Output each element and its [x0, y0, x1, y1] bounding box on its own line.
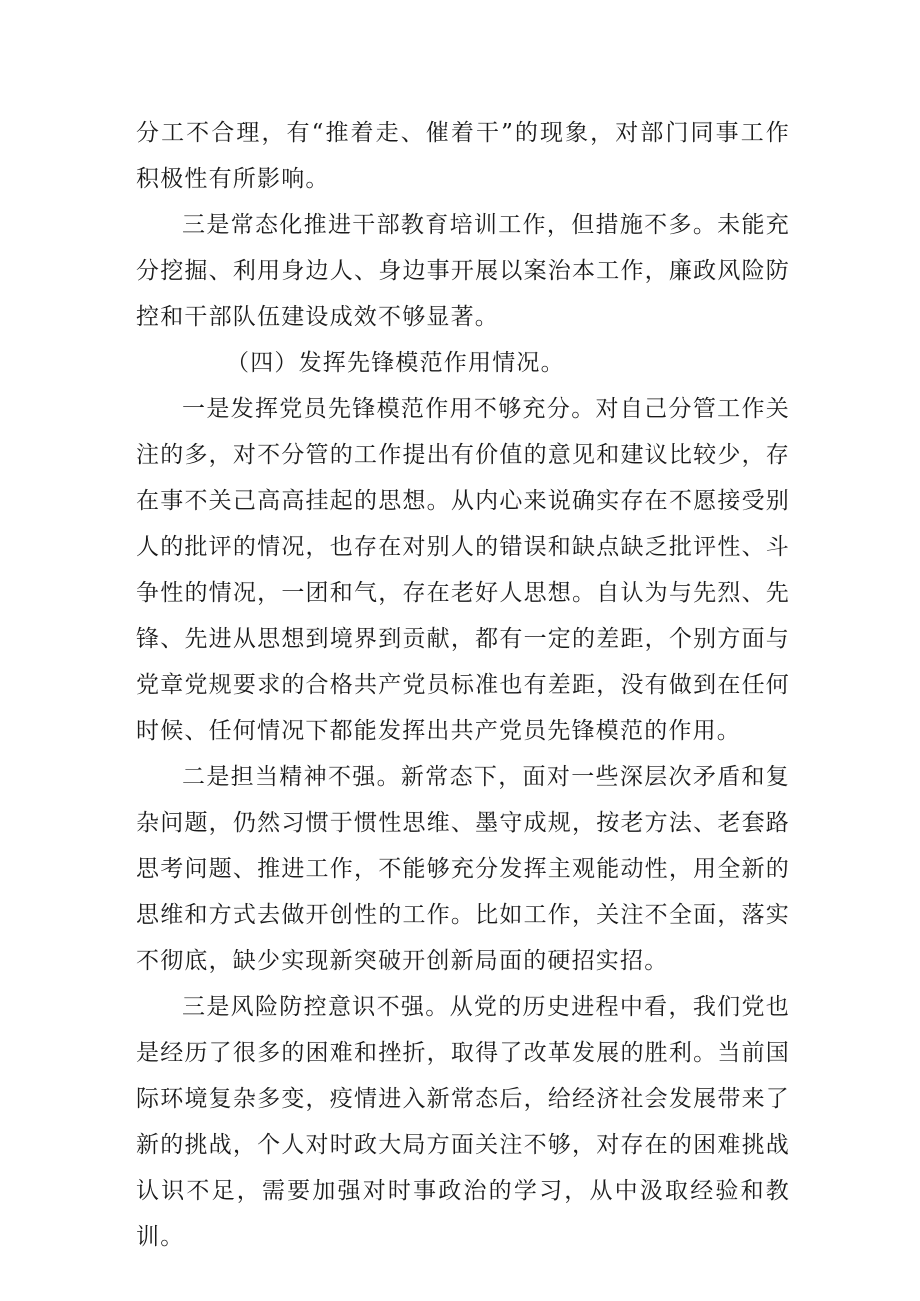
- section-heading-four: （四）发挥先锋模范作用情况。: [226, 350, 565, 376]
- paragraph-continuation: 分工不合理，有“推着走、催着干”的现象，对部门同事工作积极性有所影响。: [136, 120, 790, 192]
- paragraph-point-three-training: 三是常态化推进干部教育培训工作，但措施不多。未能充分挖掘、利用身边人、身边事开展以案治本工作，廉政风险防控和干部队伍建设成效不够显著。: [136, 212, 790, 330]
- paragraph-point-two-responsibility: 二是担当精神不强。新常态下，面对一些深层次矛盾和复杂问题，仍然习惯于惯性思维、墨守成规，按老方法、老套路思考问题、推进工作，不能够充分发挥主观能动性，用全新的思维和方式去做开创性的工作。比如工作，关注不全面，落实不彻底，缺少实现新突破开创新局面的硬招实招。: [136, 764, 790, 974]
- document-body: [136, 110, 790, 1260]
- paragraph-point-three-risk: 三是风险防控意识不强。从党的历史进程中看，我们党也是经历了很多的困难和挫折，取得了改革发展的胜利。当前国际环境复杂多变，疫情进入新常态后，给经济社会发展带来了新的挑战，个人对时政大局方面关注不够，对存在的困难挑战认识不足，需要加强对时事政治的学习，从中汲取经验和教训。: [136, 994, 790, 1250]
- paragraph-point-one-vanguard: 一是发挥党员先锋模范作用不够充分。对自己分管工作关注的多，对不分管的工作提出有价值的意见和建议比较少，存在事不关己高高挂起的思想。从内心来说确实存在不愿接受别人的批评的情况，也存在对别人的错误和缺点缺乏批评性、斗争性的情况，一团和气，存在老好人思想。自认为与先烈、先锋、先进从思想到境界到贡献，都有一定的差距，个别方面与党章党规要求的合格共产党员标准也有差距，没有做到在任何时候、任何情况下都能发挥出共产党员先锋模范的作用。: [136, 396, 790, 744]
